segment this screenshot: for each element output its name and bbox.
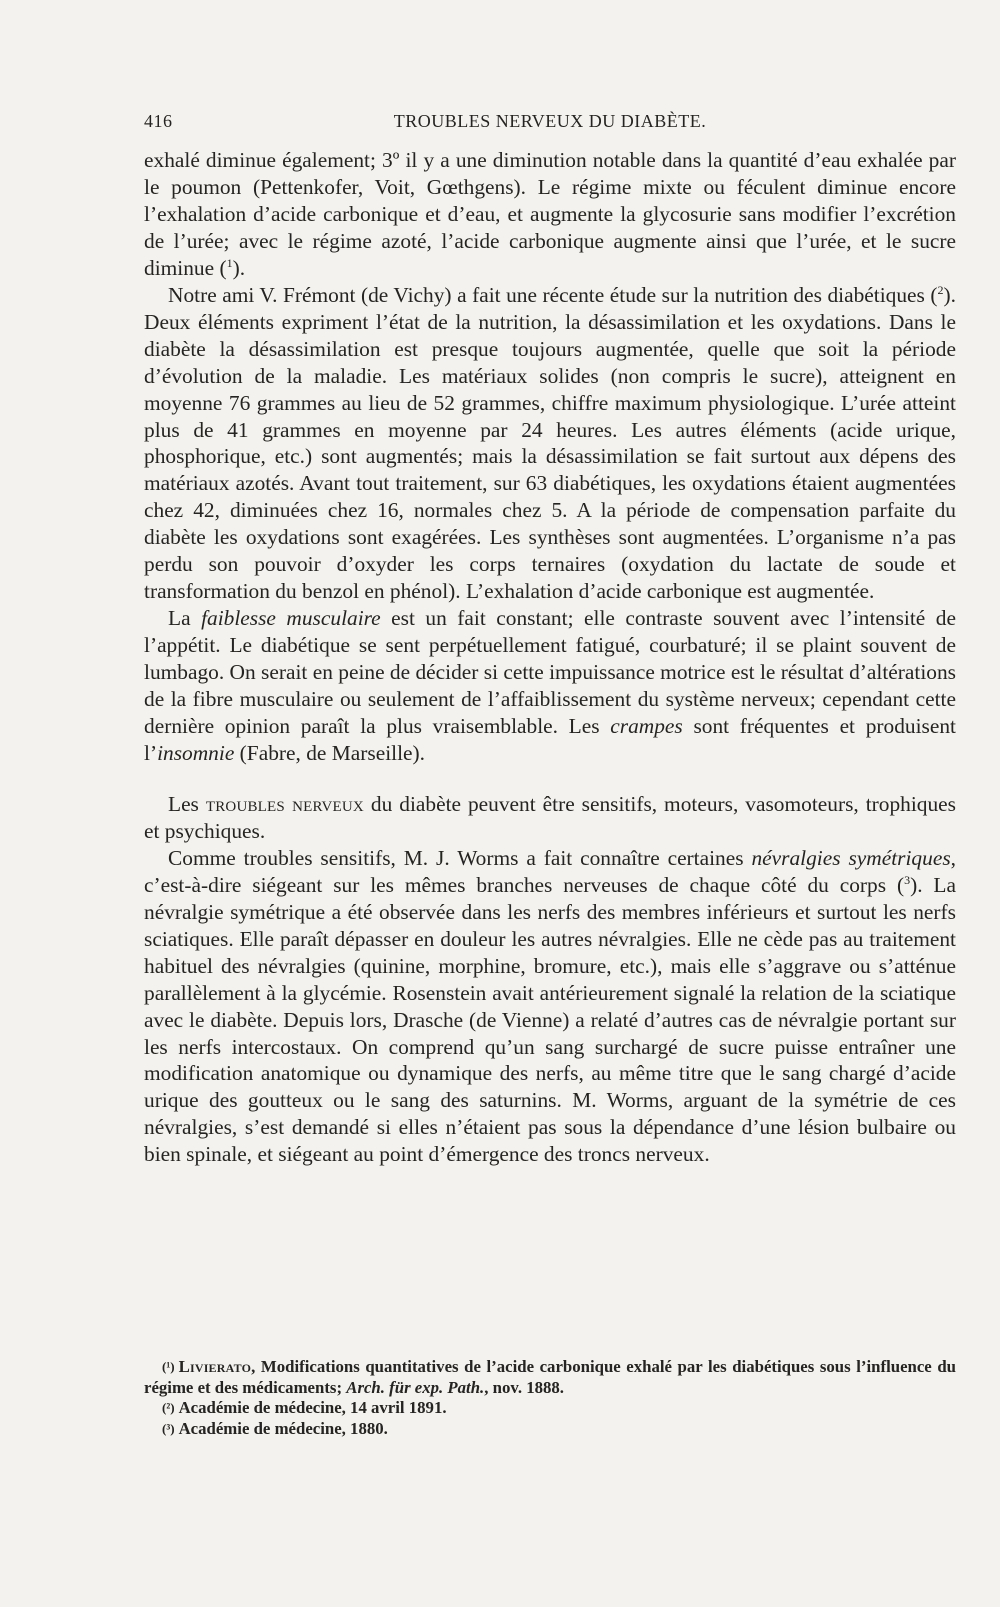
footnote-1-journal: Arch. für exp. Path. (346, 1377, 485, 1397)
footnote-2 (144, 1398, 956, 1419)
paragraph-1-text: exhalé diminue également; 3º il y a une diminution notable dans la quantité d’eau exhalée par le poumon (Pettenkofer, Voit, Gœthgens). Le régime mixte ou féculent diminue encore l’exhalation d’acide carbonique et d’eau, et augmente la glycosurie sans modifier l’excrétion de l’urée; avec le régime azoté, l’acide carbonique augmente ainsi que l’urée, et le sucre diminue ( (144, 148, 956, 280)
paragraph-5 (144, 845, 956, 1168)
paragraph-3-middle-2: sont fréquentes et produisent l’ (144, 714, 956, 765)
paragraph-3-emphasis-2: crampes (610, 714, 683, 739)
paragraph-3-middle-1: est un fait constant; elle contraste souvent avec l’intensité de l’appétit. Le diabétique se sent perpétuellement fatigué, courbaturé; il se plaint souvent de lumbago. On serait en peine de décider si cette impuissance motrice est le résultat d’altérations de la fibre musculaire ou seulement de l’affaiblissement du système nerveux; cependant cette dernière opinion paraît la plus vraisemblable. Les (144, 606, 956, 739)
footnote-1-text: , Modifications quantitatives de l’acide carbonique exhalé par les diabétiques sous l’influence du régime et des médicaments; (144, 1357, 956, 1397)
paragraph-2 (144, 282, 956, 605)
paragraph-1-end: ). (232, 255, 246, 280)
paragraph-2-start: Notre ami V. Frémont (de Vichy) a fait une récente étude sur la nutrition des diabétiques ( (168, 282, 938, 307)
paragraph-3-emphasis-1: faiblesse musculaire (201, 606, 381, 631)
paragraph-3-end: (Fabre, de Marseille). (234, 740, 425, 765)
paragraph-2-end: ). Deux éléments expriment l’état de la nutrition, la désassimilation et les oxydations. Dans le diabète la désassimilation est presque toujours augmentée, quelle que soit la période d’évolution de la maladie. Les matériaux solides (non compris le sucre), atteignent en moyenne 76 grammes au lieu de 52 grammes, chiffre maximum physiologique. L’urée atteint plus de 41 grammes en moyenne par 24 heures. Les autres éléments (acide urique, phosphorique, etc.) sont augmentés; mais la désassimilation se fait surtout aux dépens des matériaux azotés. Avant tout traitement, sur 63 diabétiques, les oxydations étaient augmentées chez 42, diminuées chez 16, normales chez 5. A la période de compensation parfaite du diabète les oxydations sont exagérées. Les synthèses sont augmentées. L’organisme n’a pas perdu son pouvoir d’oxyder les corps ternaires (oxydation du lactate de soude et transformation du benzol en phénol). L’exhalation d’acide carbonique est augmentée. (144, 282, 956, 604)
paragraph-1 (144, 147, 956, 282)
footnotes (144, 1357, 956, 1439)
main-text (144, 147, 956, 1168)
paragraph-4-small-caps: troubles nerveux (205, 791, 364, 816)
footnote-1-author: Livierato (178, 1357, 252, 1376)
paragraph-3 (144, 605, 956, 767)
footnote-1-marker: (¹) (162, 1359, 175, 1374)
running-title: TROUBLES NERVEUX DU DIABÈTE. (393, 111, 707, 131)
page-number: 416 (144, 111, 173, 131)
footnote-3 (144, 1419, 956, 1440)
footnote-ref-2: 2 (937, 282, 944, 297)
paragraph-4-start: Les (168, 791, 206, 816)
paragraph-3-start: La (168, 606, 202, 631)
footnote-2-text: Académie de médecine, 14 avril 1891. (178, 1398, 447, 1417)
page-header (144, 111, 956, 137)
paragraph-4 (144, 791, 956, 845)
paragraph-3-emphasis-3: insomnie (157, 740, 235, 765)
paragraph-5-middle: , c’est-à-dire siégeant sur les mêmes branches nerveuses de chaque côté du corps ( (144, 845, 956, 897)
footnote-ref-3: 3 (904, 872, 911, 887)
footnote-1-end: , nov. 1888. (484, 1377, 564, 1397)
footnote-3-marker: (³) (162, 1420, 175, 1436)
paragraph-4-end: du diabète peuvent être sensitifs, moteurs, vasomoteurs, trophiques et psychiques. (144, 791, 957, 843)
paragraph-5-emphasis: névralgies symétriques (751, 845, 951, 870)
paragraph-5-end: ). La névralgie symétrique a été observée dans les nerfs des membres inférieurs et surtout les nerfs sciatiques. Elle paraît dépasser en douleur les autres névralgies. Elle ne cède pas au traitement habituel des névralgies (quinine, morphine, bromure, etc.), mais elle s’aggrave ou s’atténue parallèlement à la glycémie. Rosenstein avait antérieurement signalé la relation de la sciatique avec le diabète. Depuis lors, Drasche (de Vienne) a relaté d’autres cas de névralgie portant sur les nerfs intercostaux. On comprend qu’un sang surchargé de sucre puisse entraîner une modification anatomique ou dynamique des nerfs, au même titre que le sang chargé d’acide urique des goutteux ou le sang des saturnins. M. Worms, arguant de la symétrie de ces névralgies, s’est demandé si elles n’étaient pas sous la dépendance d’une lésion bulbaire ou bien spinale, et siégeant au point d’émergence des troncs nerveux. (144, 872, 956, 1167)
footnote-2-marker: (²) (162, 1400, 175, 1415)
paragraph-5-start: Comme troubles sensitifs, M. J. Worms a fait connaître certaines (168, 845, 752, 870)
footnote-ref-1: 1 (226, 255, 233, 270)
footnote-1 (144, 1357, 956, 1398)
footnote-3-text: Académie de médecine, 1880. (178, 1418, 388, 1438)
